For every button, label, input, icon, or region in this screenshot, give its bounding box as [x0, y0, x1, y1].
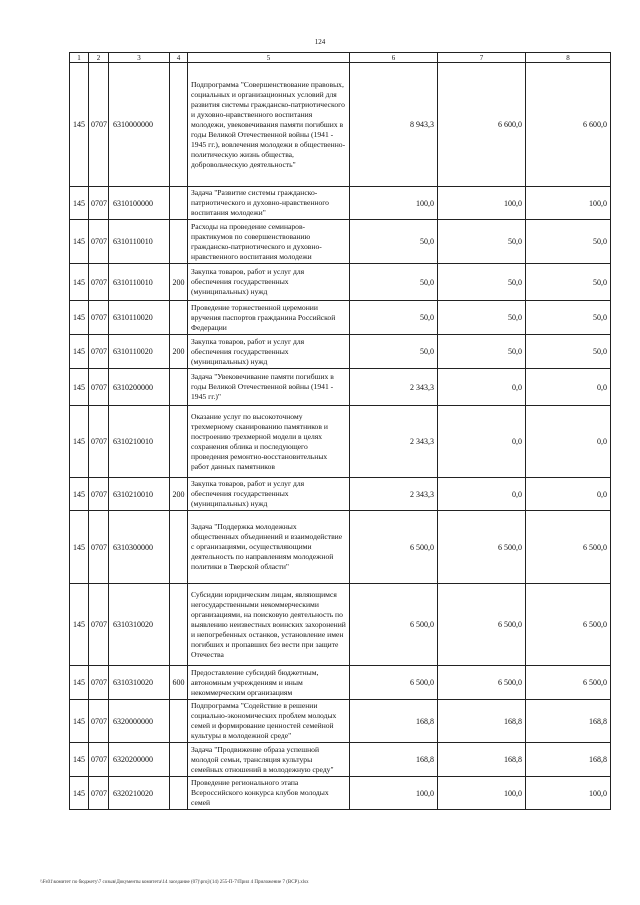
- cell-c6: 168,8: [350, 743, 438, 777]
- cell-c2: 0707: [89, 369, 109, 406]
- cell-c2: 0707: [89, 700, 109, 743]
- column-number-5: 5: [188, 53, 350, 63]
- cell-c1: 145: [70, 777, 89, 810]
- cell-c2: 0707: [89, 777, 109, 810]
- cell-c2: 0707: [89, 220, 109, 264]
- cell-c8: 6 500,0: [526, 511, 611, 584]
- cell-c3: 6310210010: [109, 478, 170, 511]
- cell-c6: 6 500,0: [350, 511, 438, 584]
- cell-c8: 0,0: [526, 369, 611, 406]
- cell-c5: Подпрограмма "Совершенствование правовых, социальных и организационных условий для развития системы гражданско-патриотического и духовно-нравственного воспитания молодежи, увековечивания памяти погибших в годы Великой Отечественной войны (1941 - 1945 гг.), вовлечения молодежи в общественно-политическую жизнь общества, добровольческую деятельность": [188, 63, 350, 187]
- cell-c3: 6310200000: [109, 369, 170, 406]
- cell-c1: 145: [70, 369, 89, 406]
- cell-c7: 50,0: [438, 335, 526, 369]
- cell-c5: Задача "Увековечивание памяти погибших в годы Великой Отечественной войны (1941 - 1945 гг.)": [188, 369, 350, 406]
- cell-c8: 50,0: [526, 335, 611, 369]
- table-row: [70, 335, 611, 369]
- cell-c2: 0707: [89, 63, 109, 187]
- cell-c8: 100,0: [526, 187, 611, 220]
- cell-c2: 0707: [89, 478, 109, 511]
- cell-c2: 0707: [89, 264, 109, 301]
- page-number: 124: [314, 38, 326, 46]
- cell-c5: Подпрограмма "Содействие в решении социально-экономических проблем молодых семей и формирование ценностей семейной культуры в молодежной среде": [188, 700, 350, 743]
- cell-c1: 145: [70, 301, 89, 335]
- cell-c4: [170, 406, 188, 478]
- cell-c3: 6310110010: [109, 264, 170, 301]
- cell-c8: 168,8: [526, 700, 611, 743]
- cell-c6: 50,0: [350, 335, 438, 369]
- table-row: [70, 777, 611, 810]
- cell-c7: 50,0: [438, 220, 526, 264]
- cell-c5: Задача "Развитие системы гражданско-патриотического и духовно-нравственного воспитания молодежи": [188, 187, 350, 220]
- cell-c6: 6 500,0: [350, 584, 438, 666]
- cell-c7: 6 600,0: [438, 63, 526, 187]
- cell-c7: 168,8: [438, 743, 526, 777]
- cell-c4: [170, 220, 188, 264]
- cell-c4: 600: [170, 666, 188, 700]
- cell-c3: 6310110010: [109, 220, 170, 264]
- table-row: [70, 478, 611, 511]
- cell-c7: 0,0: [438, 478, 526, 511]
- cell-c8: 50,0: [526, 220, 611, 264]
- column-number-2: 2: [89, 53, 109, 63]
- cell-c8: 6 500,0: [526, 666, 611, 700]
- cell-c1: 145: [70, 335, 89, 369]
- cell-c7: 168,8: [438, 700, 526, 743]
- cell-c4: [170, 187, 188, 220]
- column-number-3: 3: [109, 53, 170, 63]
- cell-c4: 200: [170, 478, 188, 511]
- column-number-7: 7: [438, 53, 526, 63]
- cell-c3: 6310110020: [109, 301, 170, 335]
- cell-c2: 0707: [89, 335, 109, 369]
- cell-c2: 0707: [89, 187, 109, 220]
- cell-c8: 50,0: [526, 264, 611, 301]
- cell-c1: 145: [70, 700, 89, 743]
- cell-c7: 50,0: [438, 301, 526, 335]
- cell-c4: [170, 369, 188, 406]
- cell-c1: 145: [70, 220, 89, 264]
- cell-c4: [170, 700, 188, 743]
- cell-c3: 6310100000: [109, 187, 170, 220]
- table-row: [70, 511, 611, 584]
- file-path-footer: \\Fs01\комитет по бюджету\7 созыв\Документы комитета\14 заседание (07)\proj\(14) 255-П-7\Прил 4 Приложение 7 (ВСР).xlsx: [40, 880, 309, 885]
- cell-c4: [170, 63, 188, 187]
- cell-c6: 8 943,3: [350, 63, 438, 187]
- cell-c2: 0707: [89, 666, 109, 700]
- table-row: [70, 63, 611, 187]
- cell-c8: 168,8: [526, 743, 611, 777]
- cell-c1: 145: [70, 511, 89, 584]
- cell-c8: 50,0: [526, 301, 611, 335]
- cell-c2: 0707: [89, 743, 109, 777]
- cell-c5: Проведение торжественной церемонии вручения паспортов гражданина Российской Федерации: [188, 301, 350, 335]
- cell-c8: 0,0: [526, 478, 611, 511]
- cell-c3: 6310300000: [109, 511, 170, 584]
- cell-c7: 100,0: [438, 777, 526, 810]
- cell-c7: 6 500,0: [438, 511, 526, 584]
- cell-c4: [170, 301, 188, 335]
- cell-c5: Проведение регионального этапа Всероссийского конкурса клубов молодых семей: [188, 777, 350, 810]
- cell-c8: 0,0: [526, 406, 611, 478]
- cell-c6: 100,0: [350, 187, 438, 220]
- cell-c3: 6310310020: [109, 584, 170, 666]
- cell-c5: Задача "Поддержка молодежных общественных объединений и взаимодействие с организациями, осуществляющими деятельность по направлениям молодежной политики в Тверской области": [188, 511, 350, 584]
- cell-c4: [170, 743, 188, 777]
- cell-c4: 200: [170, 335, 188, 369]
- cell-c6: 6 500,0: [350, 666, 438, 700]
- column-number-6: 6: [350, 53, 438, 63]
- cell-c4: [170, 777, 188, 810]
- cell-c8: 6 500,0: [526, 584, 611, 666]
- cell-c1: 145: [70, 63, 89, 187]
- cell-c2: 0707: [89, 584, 109, 666]
- column-number-row: [70, 53, 611, 63]
- cell-c1: 145: [70, 264, 89, 301]
- cell-c1: 145: [70, 478, 89, 511]
- cell-c4: [170, 584, 188, 666]
- table-row: [70, 264, 611, 301]
- cell-c2: 0707: [89, 406, 109, 478]
- cell-c2: 0707: [89, 301, 109, 335]
- column-number-8: 8: [526, 53, 611, 63]
- cell-c3: 6320000000: [109, 700, 170, 743]
- cell-c6: 2 343,3: [350, 478, 438, 511]
- cell-c3: 6310310020: [109, 666, 170, 700]
- cell-c6: 2 343,3: [350, 406, 438, 478]
- cell-c3: 6320210020: [109, 777, 170, 810]
- cell-c5: Закупка товаров, работ и услуг для обеспечения государственных (муниципальных) нужд: [188, 478, 350, 511]
- cell-c5: Предоставление субсидий бюджетным, автономным учреждениям и иным некоммерческим организациям: [188, 666, 350, 700]
- cell-c7: 0,0: [438, 406, 526, 478]
- cell-c1: 145: [70, 584, 89, 666]
- table-row: [70, 666, 611, 700]
- table-row: [70, 301, 611, 335]
- cell-c6: 50,0: [350, 301, 438, 335]
- cell-c4: [170, 511, 188, 584]
- cell-c6: 100,0: [350, 777, 438, 810]
- table-row: [70, 743, 611, 777]
- cell-c6: 50,0: [350, 220, 438, 264]
- cell-c8: 6 600,0: [526, 63, 611, 187]
- cell-c7: 50,0: [438, 264, 526, 301]
- cell-c3: 6310110020: [109, 335, 170, 369]
- cell-c5: Закупка товаров, работ и услуг для обеспечения государственных (муниципальных) нужд: [188, 335, 350, 369]
- cell-c5: Субсидии юридическим лицам, являющимся негосударственными некоммерческими организациями, на поисковую деятельность по выявлению неизвестных воинских захоронений и непогребенных останков, установление имен погибших и пропавших без вести при защите Отечества: [188, 584, 350, 666]
- cell-c1: 145: [70, 743, 89, 777]
- cell-c2: 0707: [89, 511, 109, 584]
- table-row: [70, 187, 611, 220]
- cell-c1: 145: [70, 666, 89, 700]
- cell-c5: Закупка товаров, работ и услуг для обеспечения государственных (муниципальных) нужд: [188, 264, 350, 301]
- cell-c3: 6310000000: [109, 63, 170, 187]
- cell-c5: Задача "Продвижение образа успешной молодой семьи, трансляция культуры семейных отношений в молодежную среду": [188, 743, 350, 777]
- cell-c5: Расходы на проведение семинаров-практикумов по совершенствованию гражданско-патриотического и духовно-нравственного воспитания молодежи: [188, 220, 350, 264]
- cell-c8: 100,0: [526, 777, 611, 810]
- cell-c7: 0,0: [438, 369, 526, 406]
- cell-c5: Оказание услуг по высокоточному трехмерному сканированию памятников и построению трехмерной модели в целях сохранения облика и последующего проведения ремонтно-восстановительных работ данных памятников: [188, 406, 350, 478]
- table-row: [70, 584, 611, 666]
- cell-c6: 2 343,3: [350, 369, 438, 406]
- cell-c6: 168,8: [350, 700, 438, 743]
- cell-c6: 50,0: [350, 264, 438, 301]
- column-number-1: 1: [70, 53, 89, 63]
- table-row: [70, 369, 611, 406]
- table-row: [70, 406, 611, 478]
- table-body: [70, 63, 611, 810]
- cell-c7: 6 500,0: [438, 666, 526, 700]
- cell-c7: 100,0: [438, 187, 526, 220]
- column-number-4: 4: [170, 53, 188, 63]
- cell-c1: 145: [70, 187, 89, 220]
- cell-c4: 200: [170, 264, 188, 301]
- cell-c3: 6310210010: [109, 406, 170, 478]
- budget-table: [69, 52, 611, 810]
- table-row: [70, 700, 611, 743]
- cell-c1: 145: [70, 406, 89, 478]
- table-row: [70, 220, 611, 264]
- cell-c7: 6 500,0: [438, 584, 526, 666]
- cell-c3: 6320200000: [109, 743, 170, 777]
